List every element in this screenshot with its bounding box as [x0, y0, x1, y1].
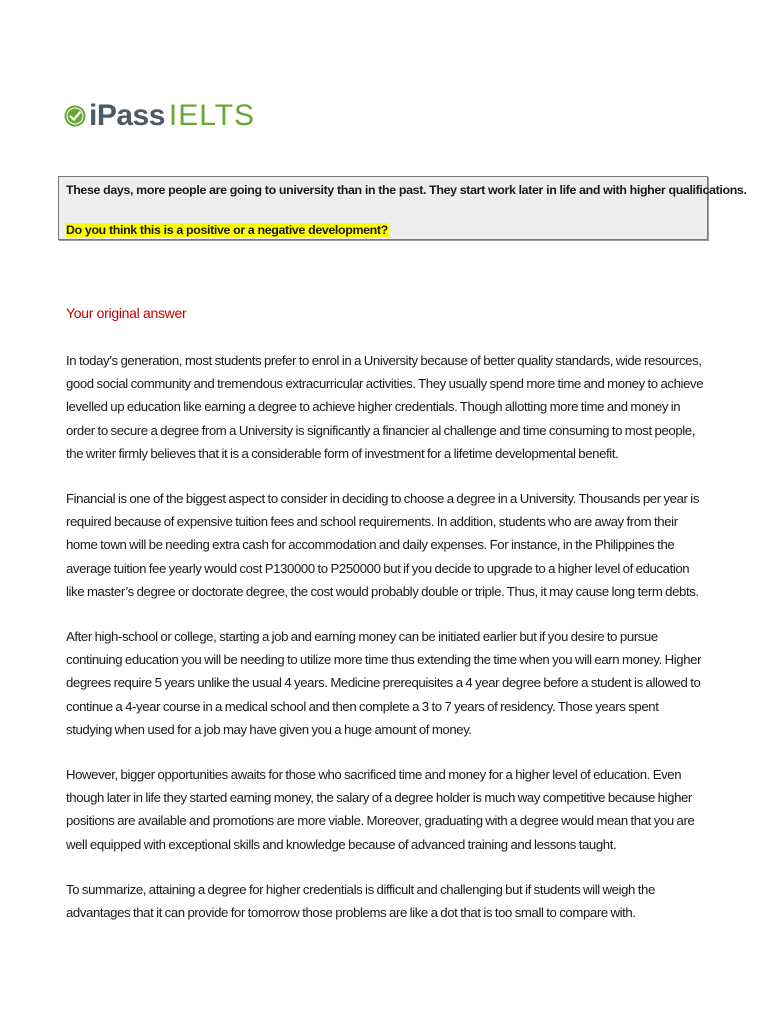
answer-paragraph-financial: Financial is one of the biggest aspect to consider in deciding to choose a degree in a University. Thousands per year is required because of expensive tuition fees and school requirements. In addition, students who are away from their home town will be needing extra cash for accommodation and daily expenses. For instance, in the Philippines the average tuition fee yearly would cost P130000 to P250000 but if you decide to upgrade to a higher level of education like master’s degree or doctorate degree, the cost would probably double or triple. Thus, it may cause long term debts. — [66, 491, 700, 599]
answer-paragraph-conclusion: To summarize, attaining a degree for higher credentials is difficult and challenging but if students will weigh the advantages that it can provide for tomorrow those problems are like a dot that is too small to compare with. — [66, 881, 655, 921]
answer-paragraph-time: After high-school or college, starting a job and earning money can be initiated earlier but if you desire to pursue continuing education you will be needing to utilize more time thus extending the time when you will earn money. Higher degrees require 5 years unlike the usual 4 years. Medicine prerequisites a 4 year degree before a student is allowed to continue a 4-year course in a medical school and then complete a 3 to 7 years of residency. Those years spent studying when used for a job may have given you a huge amount of money. — [66, 629, 702, 737]
checkmark-badge-icon — [64, 105, 86, 127]
logo-wordmark-ielts: IELTS — [168, 99, 256, 132]
answer-body — [66, 349, 706, 946]
answer-paragraph-opportunities: However, bigger opportunities awaits for those who sacrificed time and money for a higher level of education. Even though later in life they started earning money, the salary of a degree holder is much way competitive because higher positions are available and promotions are more viable. Moreover, graduating with a degree would mean that you are well equipped with exceptional skills and knowledge because of advanced training and lessons taught. — [66, 767, 695, 852]
logo-wordmark-ipass: iPass — [89, 99, 165, 132]
ipass-ielts-logo — [64, 96, 255, 136]
question-statement: These days, more people are going to university than in the past. They start work later in life and with higher qualifications. — [66, 183, 747, 197]
question-prompt-highlighted: Do you think this is a positive or a negative development? — [66, 223, 388, 237]
answer-paragraph-intro: In today’s generation, most students prefer to enrol in a University because of better quality standards, wide resources, good social community and tremendous extracurricular activities. They usually spend more time and money to achieve levelled up education like earning a degree to achieve higher credentials. Though allotting more time and money in order to secure a degree from a University is significantly a financier al challenge and time consuming to most people, the writer firmly believes that it is a considerable form of investment for a lifetime developmental benefit. — [66, 353, 704, 461]
question-box — [58, 176, 747, 240]
answer-heading: Your original answer — [66, 305, 187, 321]
